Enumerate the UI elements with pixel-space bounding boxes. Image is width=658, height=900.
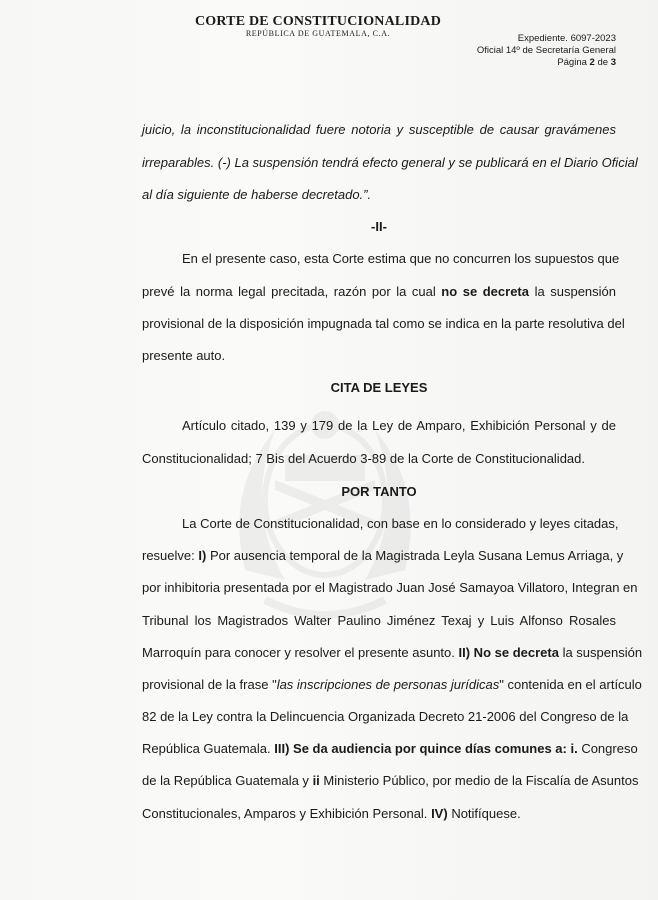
quote-line-2: irreparables. (-) La suspensión tendrá efecto general y se publicará en el Diario Oficial	[142, 155, 638, 170]
coat-of-arms-watermark	[205, 370, 445, 650]
resolution-line-2: resuelve: I) Por ausencia temporal de la Magistrada Leyla Susana Lemus Arriaga, y	[142, 548, 624, 563]
page-indicator	[477, 57, 616, 69]
court-subtitle: REPÚBLICA DE GUATEMALA, C.A.	[245, 29, 391, 38]
para1-line-3: provisional de la disposición impugnada tal como se indica en la parte resolutiva del	[142, 316, 625, 331]
resolution-line-1: La Corte de Constitucionalidad, con base en lo considerado y leyes citadas,	[182, 516, 619, 531]
cita-line-2: Constitucionalidad; 7 Bis del Acuerdo 3-89 de la Corte de Constitucionalidad.	[142, 451, 585, 466]
section-ii-heading: -II-	[371, 219, 387, 234]
quote-line-3: al día siguiente de haberse decretado.”.	[142, 187, 372, 202]
oficial-label: Oficial 14º de Secretaría General	[476, 45, 616, 56]
resolution-line-4: Tribunal los Magistrados Walter Paulino Jiménez Texaj y Luis Alfonso Rosales	[142, 613, 616, 628]
para1-line-4: presente auto.	[142, 348, 226, 363]
resolution-line-8: República Guatemala. III) Se da audiencia por quince días comunes a: i. Congreso	[142, 741, 638, 756]
para1-line-1: En el presente caso, esta Corte estima que no concurren los supuestos que	[182, 251, 620, 266]
expediente-number: Expediente. 6097-2023	[517, 33, 616, 44]
court-title: CORTE DE CONSTITUCIONALIDAD	[194, 14, 442, 29]
resolution-line-3: por inhibitoria presentada por el Magistrado Juan José Samayoa Villatoro, Integran en	[142, 580, 638, 595]
cita-line-1: Artículo citado, 139 y 179 de la Ley de Amparo, Exhibición Personal y de	[182, 418, 616, 433]
quote-line-1: juicio, la inconstitucionalidad fuere notoria y susceptible de causar gravámenes	[142, 122, 616, 137]
por-tanto-heading: POR TANTO	[341, 484, 417, 499]
cita-de-leyes-heading: CITA DE LEYES	[330, 380, 428, 395]
page-total: 3	[610, 57, 616, 68]
page-current: 2	[589, 57, 595, 68]
page-label: Página	[557, 57, 587, 68]
resolution-line-6: provisional de la frase "las inscripciones de personas jurídicas" contenida en el artículo	[142, 677, 642, 692]
resolution-line-5: Marroquín para conocer y resolver el presente asunto. II) No se decreta la suspensión	[142, 645, 643, 660]
page-of: de	[597, 57, 609, 68]
resolution-line-7: 82 de la Ley contra la Delincuencia Organizada Decreto 21-2006 del Congreso de la	[142, 709, 629, 724]
resolution-line-10: Constitucionales, Amparos y Exhibición Personal. IV) Notifíquese.	[142, 806, 521, 821]
para1-line-2: prevé la norma legal precitada, razón por la cual no se decreta la suspensión	[142, 284, 616, 299]
case-metadata	[477, 33, 616, 69]
resolution-line-9: de la República Guatemala y ii Ministerio Público, por medio de la Fiscalía de Asuntos	[142, 773, 639, 788]
